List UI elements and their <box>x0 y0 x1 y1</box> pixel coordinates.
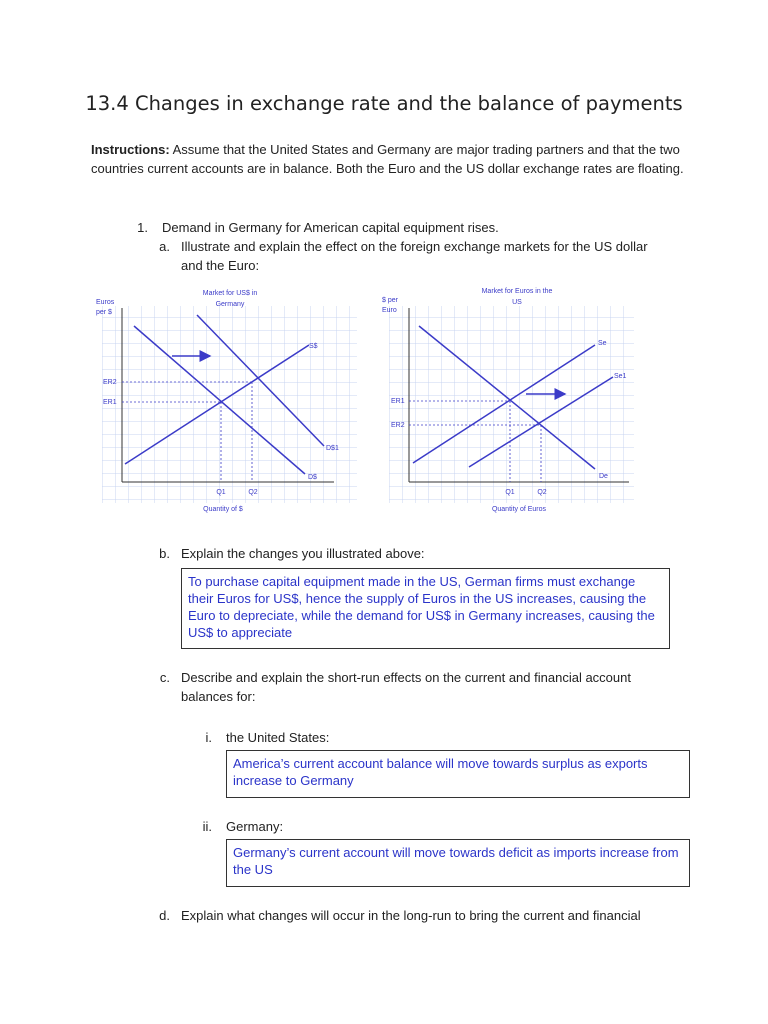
chart-title-line1: Market for Euros in the <box>481 288 553 295</box>
qd-text: Explain what changes will occur in the long-run to bring the current and financial <box>181 908 641 923</box>
q1-text: Demand in Germany for American capital equipment rises. <box>162 220 499 235</box>
grid <box>389 278 634 503</box>
q2-label: Q2 <box>537 489 547 496</box>
instructions-text: Assume that the United States and Germany are major trading partners and that the two countries current accounts are in balance. Both the Euro and the US dollar exchange rates are floating. <box>91 142 684 176</box>
qci-text: the United States: <box>226 730 330 745</box>
qd-number: d. <box>159 908 170 923</box>
supply-se-label: Se <box>598 340 607 347</box>
demand-label: D$ <box>308 474 317 481</box>
grid <box>102 278 357 503</box>
qcii-text: Germany: <box>226 819 284 834</box>
y-axis-label-line2: per $ <box>96 309 112 316</box>
y-axis-label-line1: Euros <box>96 299 115 306</box>
qcii-answer-box[interactable]: Germany’s current account will move towards deficit as imports increase from the US <box>226 839 690 887</box>
er1-label: ER1 <box>391 398 405 405</box>
er2-label: ER2 <box>103 379 117 386</box>
q1-number: 1. <box>137 220 148 235</box>
qb-text: Explain the changes you illustrated above: <box>181 546 425 561</box>
qb-answer-box[interactable]: To purchase capital equipment made in the US, German firms must exchange their Euros for US$, hence the supply of Euros in the US increases, causing the Euro to depreciate, while the demand for US$ in Germany increases, causing the US$ to appreciate <box>181 568 670 649</box>
q2-label: Q2 <box>248 489 258 496</box>
page-title: 13.4 Changes in exchange rate and the balance of payments <box>85 92 683 115</box>
qa-line2: and the Euro: <box>181 258 260 273</box>
y-axis-label-line2: Euro <box>382 307 397 314</box>
qc-number: c. <box>159 670 170 685</box>
demand-label: De <box>599 473 608 480</box>
x-axis-label: Quantity of $ <box>203 506 243 513</box>
chart-market-usd-svg <box>96 278 357 513</box>
instructions-label: Instructions: <box>91 142 170 157</box>
chart-market-euros-svg <box>382 278 634 513</box>
chart-title-line2: US <box>512 299 522 306</box>
q1-label: Q1 <box>216 489 226 496</box>
supply-label: S$ <box>309 343 318 350</box>
chart-market-usd <box>96 278 357 518</box>
y-axis-label-line1: $ per <box>382 297 398 304</box>
er2-label: ER2 <box>391 422 405 429</box>
qcii-number: ii. <box>202 819 212 834</box>
qb-number: b. <box>159 546 170 561</box>
demand1-label: D$1 <box>326 445 339 452</box>
x-axis-label: Quantity of Euros <box>491 506 547 513</box>
q1-label: Q1 <box>505 489 515 496</box>
qc-line1: Describe and explain the short-run effects on the current and financial account <box>181 670 631 685</box>
qci-answer-box[interactable]: America’s current account balance will move towards surplus as exports increase to Germany <box>226 750 690 798</box>
qa-number: a. <box>159 239 170 254</box>
chart-market-euros <box>382 278 634 518</box>
instructions-paragraph <box>91 140 691 178</box>
qci-number: i. <box>205 730 212 745</box>
qc-line2: balances for: <box>181 689 256 704</box>
supply-se1-label: Se1 <box>614 373 627 380</box>
chart-title-line1: Market for US$ in <box>202 290 258 297</box>
qa-line1: Illustrate and explain the effect on the foreign exchange markets for the US dollar <box>181 239 648 254</box>
chart-title-line2: Germany <box>215 301 245 308</box>
er1-label: ER1 <box>103 399 117 406</box>
